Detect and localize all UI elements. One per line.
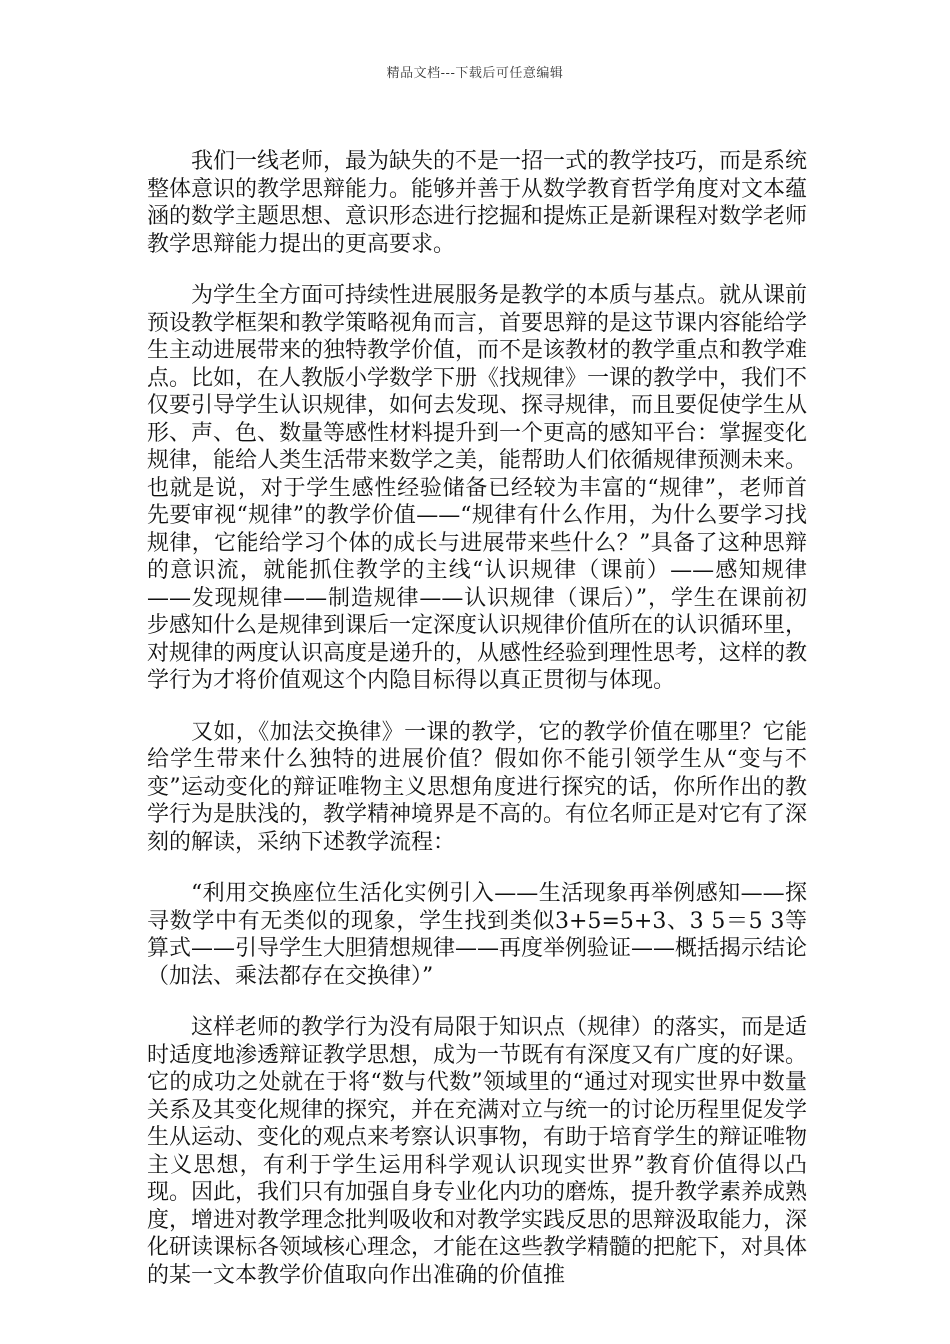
paragraph-5: 这样老师的教学行为没有局限于知识点（规律）的落实，而是适时适度地渗透辩证教学思想，成为一节既有有深度又有广度的好课。它的成功之处就在于将“数与代数”领域里的“通过对现实世界中数量关系及其变化规律的探究，并在充满对立与统一的讨论历程里促发学生从运动、变化的观点来考察认识事物，有助于培育学生的辩证唯物主义思想，有利于学生运用科学观认识现实世界”教育价值得以凸现。因此，我们只有加强自身专业化内功的磨炼，提升教学素养成熟度，增进对教学理念批判吸收和对教学实践反思的思辩汲取能力，深化研读课标各领域核心理念，才能在这些教学精髓的把舵下，对具体的某一文本教学价值取向作出准确的价值推	[147, 1015, 808, 1288]
paragraph-3: 又如，《加法交换律》一课的教学，它的教学价值在哪里？它能给学生带来什么独特的进展价值？假如你不能引领学生从“变与不变”运动变化的辩证唯物主义思想角度进行探究的话，你所作出的教学行为是肤浅的，教学精神境界是不高的。有位名师正是对它有了深刻的解读，采纳下述教学流程：	[147, 719, 808, 855]
paragraph-4: “利用交换座位生活化实例引入——生活现象再举例感知——探寻数学中有无类似的现象，学生找到类似3+5=5+3、3 5＝5 3等算式——引导学生大胆猜想规律——再度举例验证——概括揭示结论（加法、乘法都存在交换律）”	[147, 881, 808, 989]
paragraph-2: 为学生全方面可持续性进展服务是教学的本质与基点。就从课前预设教学框架和教学策略视角而言，首要思辩的是这节课内容能给学生主动进展带来的独特教学价值，而不是该教材的教学重点和教学难点。比如，在人教版小学数学下册《找规律》一课的教学中，我们不仅要引导学生认识规律，如何去发现、探寻规律，而且要促使学生从形、声、色、数量等感性材料提升到一个更高的感知平台：掌握变化规律，能给人类生活带来数学之美，能帮助人们依循规律预测未来。也就是说，对于学生感性经验储备已经较为丰富的“规律”，老师首先要审视“规律”的教学价值——“规律有什么作用，为什么要学习找规律，它能给学习个体的成长与进展带来些什么？”具备了这种思辩的意识流，就能抓住教学的主线“认识规律（课前）——感知规律——发现规律——制造规律——认识规律（课后）”，学生在课前初步感知什么是规律到课后一定深度认识规律价值所在的认识循环里，对规律的两度认识高度是递升的，从感性经验到理性思考，这样的教学行为才将价值观这个内隐目标得以真正贯彻与体现。	[147, 283, 808, 693]
paragraph-1: 我们一线老师，最为缺失的不是一招一式的教学技巧，而是系统整体意识的教学思辩能力。能够并善于从数学教育哲学角度对文本蕴涵的数学主题思想、意识形态进行挖掘和提炼正是新课程对数学老师教学思辩能力提出的更高要求。	[147, 149, 808, 257]
page-header: 精品文档---下载后可任意编辑	[386, 66, 564, 81]
document-body	[147, 148, 807, 1313]
